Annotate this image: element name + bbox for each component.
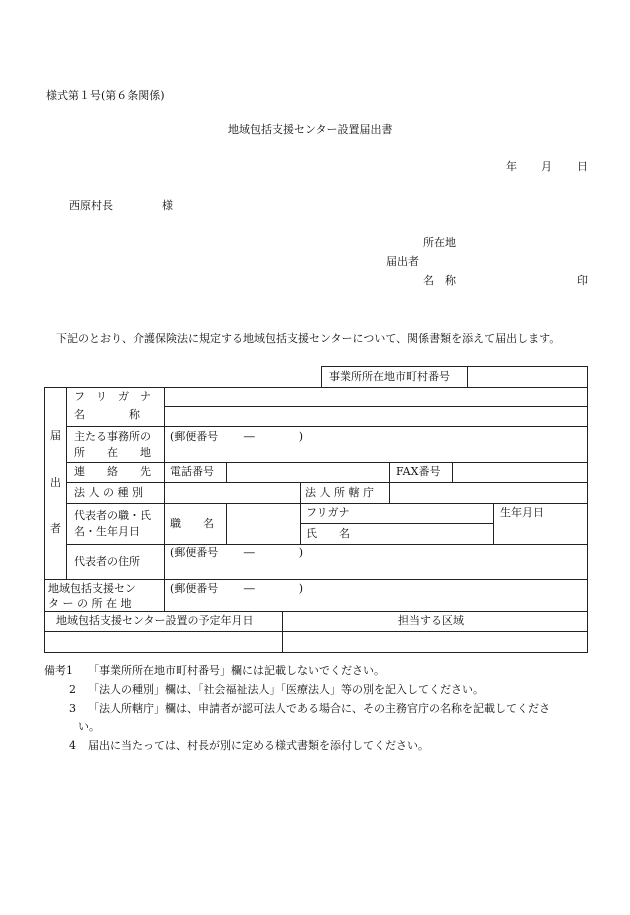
form-number: 様式第１号(第６条関係) [46, 89, 165, 102]
planned-date-label: 地域包括支援センター設置の予定年月日 [56, 614, 254, 627]
submitter-name-label: 名 称 [423, 274, 456, 287]
side-label-2: 出 [50, 476, 61, 489]
side-label-1: 届 [50, 429, 61, 442]
name-label: 名 称 [74, 408, 140, 421]
note-3-number: 3 [69, 702, 76, 715]
note-2-number: 2 [69, 683, 76, 696]
submitter-label: 届出者 [386, 255, 419, 268]
rep-label-2: 名・生年月日 [74, 525, 140, 538]
note-3-line-1: 「法人所轄庁」欄は、申請者が認可法人である場合に、その主務官庁の名称を記載してくださ [88, 702, 550, 715]
contact-label: 連 絡 先 [74, 465, 151, 478]
note-4-number: 4 [69, 739, 76, 752]
corp-type-label: 法 人 の 種 別 [74, 486, 143, 499]
fax-label: FAX番号 [396, 465, 441, 478]
furigana-label: フ リ ガ ナ [74, 390, 151, 403]
rep-furigana-label: フリガナ [306, 506, 350, 519]
addressee: 西原村長 [69, 199, 113, 212]
side-label-3: 者 [50, 522, 61, 535]
birth-date-label: 生年月日 [500, 506, 544, 519]
rep-name-label: 氏 名 [306, 527, 350, 540]
page-title: 地域包括支援センター設置届出書 [228, 123, 393, 136]
office-number-label: 事業所所在地市町村番号 [329, 370, 450, 383]
seal-mark: 印 [577, 274, 588, 287]
center-address-label-1: 地域包括支援セン [48, 582, 136, 595]
phone-label: 電話番号 [170, 465, 214, 478]
date-year-label: 年 [506, 160, 517, 173]
date-month-label: 月 [541, 160, 552, 173]
main-office-label-2: 所 在 地 [74, 446, 151, 459]
honorific: 様 [162, 199, 173, 212]
corp-authority-label: 法 人 所 轄 庁 [305, 486, 374, 499]
rep-label-1: 代表者の職・氏 [74, 509, 151, 522]
notes-prefix: 備考1 [44, 664, 73, 677]
main-office-label-1: 主たる事務所の [74, 430, 151, 443]
submitter-address-label: 所在地 [423, 236, 456, 249]
intro-text: 下記のとおり、介護保険法に規定する地域包括支援センターについて、関係書類を添えて届出します。 [56, 332, 561, 345]
postal-code-2: (郵便番号 ― ) [170, 546, 304, 559]
note-2: 「法人の種別」欄は、「社会福祉法人」「医療法人」等の別を記入してください。 [88, 683, 484, 696]
note-1: 「事業所所在地市町村番号」欄には記載しないでください。 [88, 664, 385, 677]
postal-code-1: (郵便番号 ― ) [170, 430, 304, 443]
area-label: 担当する区域 [398, 614, 464, 627]
position-label: 職 名 [170, 517, 214, 530]
center-address-label-2: タ ー の 所 在 地 [48, 597, 132, 610]
date-day-label: 日 [577, 160, 588, 173]
postal-code-3: (郵便番号 ― ) [170, 582, 304, 595]
note-3-line-2: い。 [78, 720, 100, 733]
rep-address-label: 代表者の住所 [74, 555, 140, 568]
note-4: 届出に当たっては、村長が別に定める様式書類を添付してください。 [88, 739, 429, 752]
